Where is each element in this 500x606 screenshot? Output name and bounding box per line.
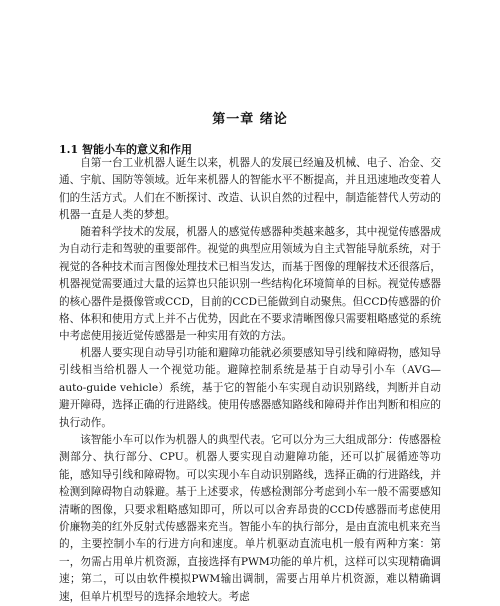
paragraph-4: 该智能小车可以作为机器人的典型代表。它可以分为三大组成部分：传感器检测部分、执行部分、CPU。机器人要实现自动避障功能，还可以扩展循迹等功能，感知导引线和障碍物。可以实现小车自动识别路线，选择正确的行进路线，并检测到障碍物自动躲避。基于上述要求，传感检测部分考虑到小车一般不需要感知清晰的图像，只要求粗略感知即可，所以可以舍弃昂贵的CCD传感器而考虑使用价廉物美的红外反射式传感器来充当。智能小车的执行部分，是由直流电机来充当的，主要控制小车的行进方向和速度。单片机驱动直流电机一般有两种方案：第一，勿需占用单片机资源，直接选择有PWM功能的单片机，这样可以实现精确调速；第二，可以由软件模拟PWM输出调制，需要占用单片机资源，难以精确调速，但单片机型号的选择余地较大。考虑	[59, 434, 441, 603]
chapter-title: 第一章 绪论	[212, 112, 288, 127]
paragraph-3: 机器人要实现自动导引功能和避障功能就必须要感知导引线和障碍物，感知导引线相当给机器人一个视觉功能。避障控制系统是基于自动导引小车（AVG—auto-guide vehicle）系统，基于它的智能小车实现自动识别路线，判断并自动避开障碍，选择正确的行进路线。使用传感器感知路线和障碍并作出判断和相应的执行动作。	[59, 347, 441, 429]
paragraph-2: 随着科学技术的发展，机器人的感觉传感器种类越来越多，其中视觉传感器成为自动行走和驾驶的重要部件。视觉的典型应用领域为自主式智能导航系统，对于视觉的各种技术而言图像处理技术已相当发达，而基于图像的理解技术还很落后，机器视觉需要通过大量的运算也只能识别一些结构化环境简单的目标。视觉传感器的核心器件是摄像管或CCD，目前的CCD已能做到自动聚焦。但CCD传感器的价格、体积和使用方式上并不占优势，因此在不要求清晰图像只需要粗略感觉的系统中考虑使用接近觉传感器是一种实用有效的方法。	[59, 226, 441, 343]
paragraph-1: 自第一台工业机器人诞生以来，机器人的发展已经遍及机械、电子、冶金、交通、宇航、国防等领域。近年来机器人的智能水平不断提高，并且迅速地改变着人们的生活方式。人们在不断探讨、改造、认识自然的过程中，制造能替代人劳动的机器一直是人类的梦想。	[59, 157, 441, 222]
section-heading: 1.1 智能小车的意义和作用	[59, 143, 192, 156]
